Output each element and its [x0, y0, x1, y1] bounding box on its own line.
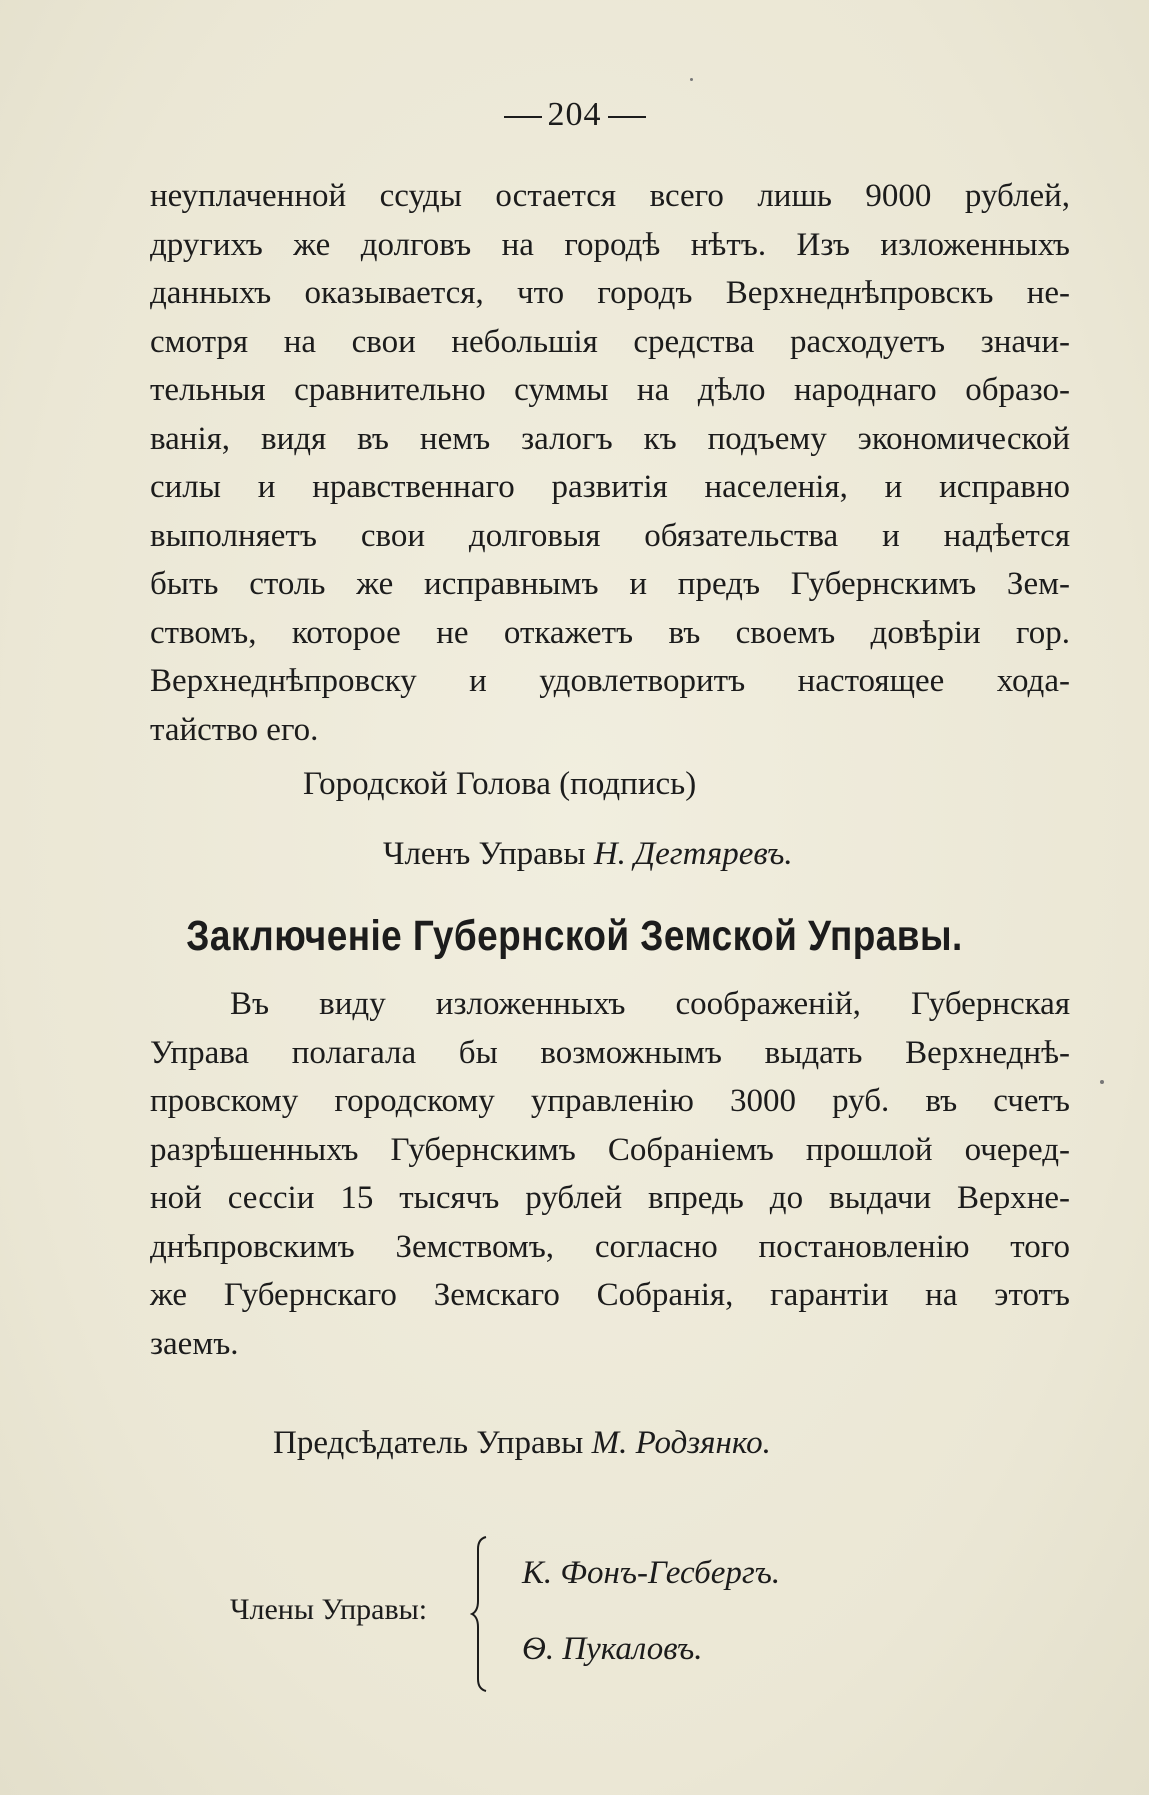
member-name-2: Ѳ. Пукаловъ. — [522, 1631, 703, 1667]
mayor-signature: Городской Голова (подпись) — [303, 766, 697, 802]
page-number-value: 204 — [547, 96, 602, 133]
text-line: тайство его. — [150, 711, 319, 748]
text-line: же Губернскаго Земскаго Собранія, гарантіи на этотъ — [150, 1277, 1070, 1313]
chairman-name: М. Родзянко. — [591, 1425, 771, 1461]
text-line: данныхъ оказывается, что городъ Верхнеднѣпровскъ не- — [150, 275, 1070, 311]
text-line: разрѣшенныхъ Губернскимъ Собраніемъ прошлой очеред- — [150, 1131, 1070, 1168]
curly-brace-icon — [470, 1535, 490, 1693]
text-line: Верхнеднѣпровску и удовлетворитъ настоящее хода- — [150, 663, 1070, 699]
page-number — [0, 96, 1149, 134]
page-number-dash-left — [504, 116, 542, 118]
members-label: Члены Управы: — [230, 1593, 428, 1626]
chairman-title: Предсѣдатель Управы — [273, 1425, 584, 1461]
text-line: ной сессіи 15 тысячъ рублей впредь до выдачи Верхне- — [150, 1180, 1070, 1216]
member-name: Н. Дегтяревъ. — [593, 836, 793, 872]
text-line: Управа полагала бы возможнымъ выдать Верхнеднѣ- — [150, 1034, 1070, 1071]
text-line: смотря на свои небольшія средства расходуетъ значи- — [150, 323, 1070, 360]
member-title: Членъ Управы — [383, 836, 586, 872]
text-line: силы и нравственнаго развитія населенія, и исправно — [150, 469, 1070, 505]
text-line: Въ виду изложенныхъ соображеній, Губернская — [230, 986, 1070, 1022]
text-line: ванія, видя въ немъ залогъ къ подъему экономической — [150, 420, 1070, 457]
chairman-signature — [273, 1425, 771, 1462]
member-signature — [383, 836, 793, 873]
text-line: выполняетъ свои долговыя обязательства и надѣется — [150, 517, 1070, 554]
page-number-dash-right — [608, 116, 646, 118]
text-line: неуплаченной ссуды остается всего лишь 9000 рублей, — [150, 178, 1070, 214]
text-line: ствомъ, которое не откажетъ въ своемъ довѣріи гор. — [150, 614, 1070, 651]
text-line: тельныя сравнительно суммы на дѣло народнаго образо- — [150, 372, 1070, 408]
body-paragraph-1 — [150, 172, 1070, 754]
text-line: другихъ же долговъ на городѣ нѣтъ. Изъ изложенныхъ — [150, 226, 1070, 263]
board-members-block — [230, 1535, 930, 1695]
text-line: заемъ. — [150, 1325, 239, 1362]
section-heading: Заключеніе Губернской Земской Управы. — [186, 912, 963, 960]
text-line: провскому городскому управленію 3000 руб. въ счетъ — [150, 1083, 1070, 1119]
text-line: быть столь же исправнымъ и предъ Губернскимъ Зем- — [150, 566, 1070, 602]
member-name-1: К. Фонъ-Гесбергъ. — [522, 1555, 781, 1591]
text-line: днѣпровскимъ Земствомъ, согласно постановленію того — [150, 1228, 1070, 1265]
paper-speck — [1100, 1080, 1104, 1084]
paper-speck — [690, 78, 693, 81]
body-paragraph-2 — [150, 980, 1070, 1368]
